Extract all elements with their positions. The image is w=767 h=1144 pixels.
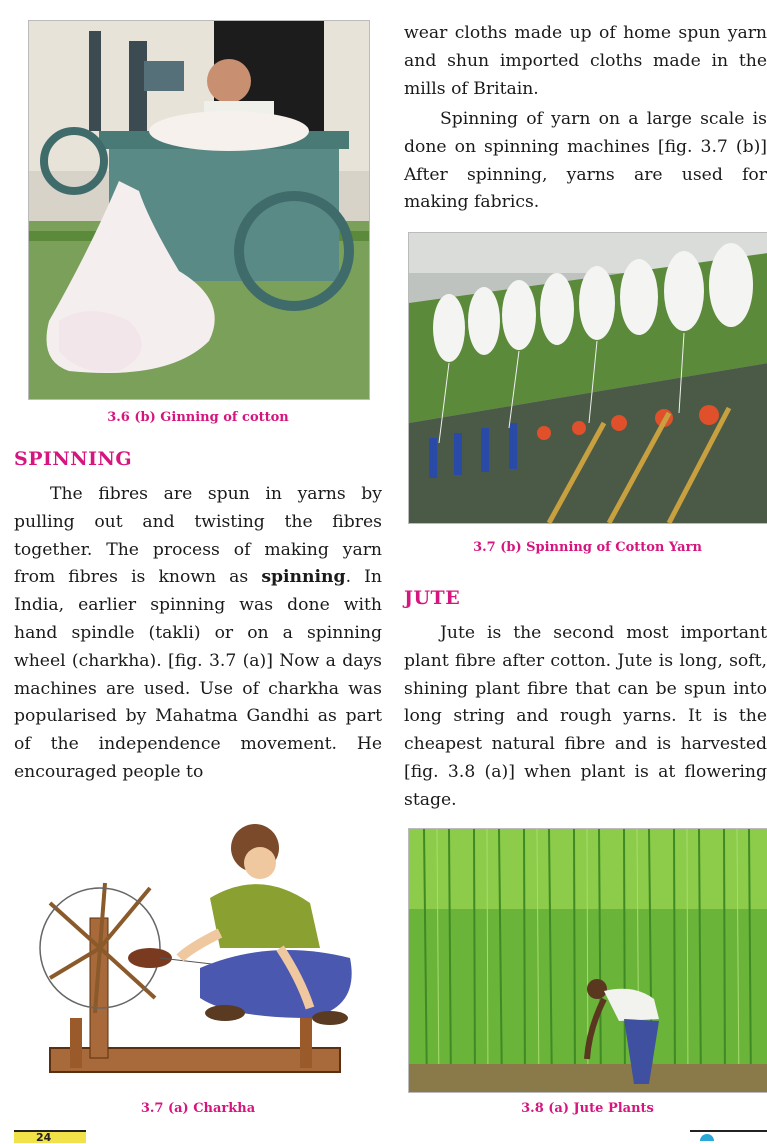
jute-paragraph: Jute is the second most important plant fibre after cotton. Jute is long, soft, shining plant fibre that can be spun into long string and rough yarns. It is the cheapest natural fibre and is harvested [fig. 3.8 (a)] when plant is at flowering stage. — [404, 623, 767, 810]
jute-plants-caption: 3.8 (a) Jute Plants — [521, 1101, 654, 1116]
spinning-paragraph-text-1: The fibres are spun in yarns by pulling out and twisting the fibres together. The process of making yarn from fibres is known as — [14, 484, 382, 588]
charkha-caption: 3.7 (a) Charkha — [140, 1101, 256, 1116]
spinning-paragraph-text-2: . In India, earlier spinning was done with hand spindle (takli) or on a spinning wheel (charkha). [fig. 3.7 (a)] Now a days machines are used. Use of charkha was popularised by Mahatma Gandhi as part of the independence movement. He encouraged people to — [14, 567, 382, 782]
spinning-machine-photo — [408, 232, 767, 524]
page-number: 24 — [36, 1131, 52, 1144]
jute-plants-photo — [408, 828, 767, 1093]
jute-heading: JUTE — [404, 587, 461, 609]
spinning-term: spinning — [261, 567, 346, 588]
ginning-photo — [28, 20, 370, 400]
spinning-heading: SPINNING — [14, 448, 133, 470]
charkha-illustration — [30, 808, 370, 1093]
footer-rule-right — [690, 1130, 767, 1132]
page-number-bar — [14, 1130, 86, 1143]
footer-dot — [700, 1134, 714, 1141]
spinning-paragraph — [14, 481, 382, 787]
ginning-caption: 3.6 (b) Ginning of cotton — [107, 410, 289, 425]
home-spun-paragraph: wear cloths made up of home spun yarn and shun imported cloths made in the mills of Britain. — [404, 23, 767, 99]
spinning-machines-paragraph: Spinning of yarn on a large scale is done on spinning machines [fig. 3.7 (b)] After spinning, yarns are used for making fabrics. — [404, 109, 767, 213]
spinning-yarn-caption: 3.7 (b) Spinning of Cotton Yarn — [473, 540, 702, 555]
